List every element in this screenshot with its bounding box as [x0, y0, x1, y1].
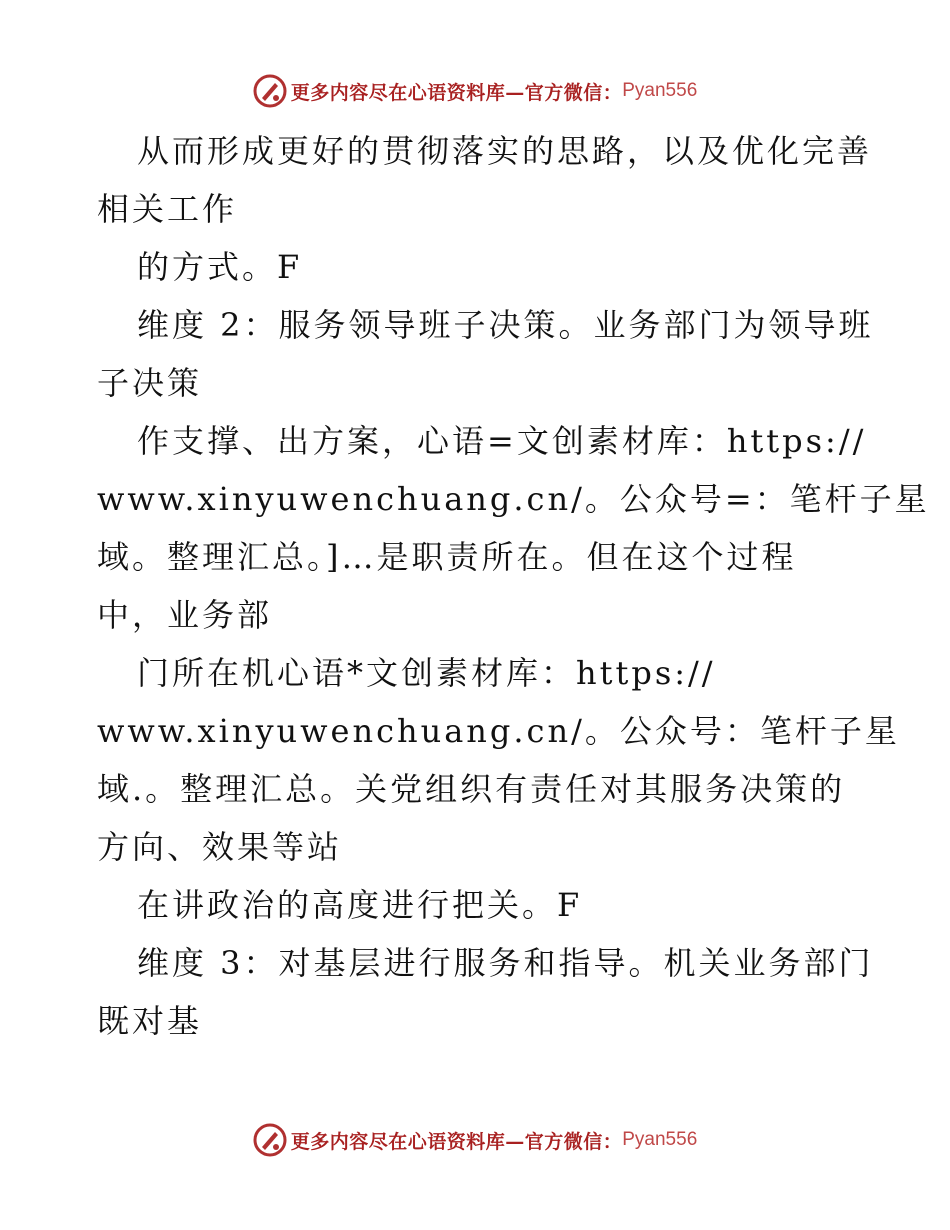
body-line: 门所在机心语*文创素材库：https://: [137, 654, 716, 692]
pen-logo-icon: [253, 1123, 287, 1157]
header-banner: [0, 71, 950, 111]
body-line: 相关工作: [97, 190, 238, 228]
banner-brand-text: 更多内容尽在心语资料库—官方微信：: [290, 81, 623, 104]
body-line: 的方式。F: [137, 248, 303, 286]
body-line: 中，业务部: [97, 596, 273, 634]
body-line: 方向、效果等站: [97, 828, 343, 866]
body-line: 在讲政治的高度进行把关。F: [137, 886, 583, 924]
body-line: www.xinyuwenchuang.cn/。公众号：笔杆子星: [97, 712, 900, 750]
pen-logo-icon: [253, 74, 287, 108]
body-line: 既对基: [97, 1002, 203, 1040]
body-line: 维度 3：对基层进行服务和指导。机关业务部门: [137, 944, 874, 982]
body-line: 域.。整理汇总。关党组织有责任对其服务决策的: [97, 770, 846, 808]
body-line: 域。整理汇总。]…是职责所在。但在这个过程: [97, 538, 797, 576]
body-line: 作支撑、出方案，心语=文创素材库：https://: [137, 422, 867, 460]
banner-wechat-id: Pyan556: [622, 80, 698, 101]
body-line: 从而形成更好的贯彻落实的思路，以及优化完善: [137, 132, 873, 170]
body-line: 维度 2：服务领导班子决策。业务部门为领导班: [137, 306, 874, 344]
banner-brand-text: 更多内容尽在心语资料库—官方微信：: [290, 1130, 623, 1153]
footer-banner: [0, 1120, 950, 1160]
document-body: [97, 122, 930, 1050]
banner-wechat-id: Pyan556: [622, 1129, 698, 1150]
body-line: 子决策: [97, 364, 203, 402]
body-line: www.xinyuwenchuang.cn/。公众号=：笔杆子星: [97, 480, 930, 518]
